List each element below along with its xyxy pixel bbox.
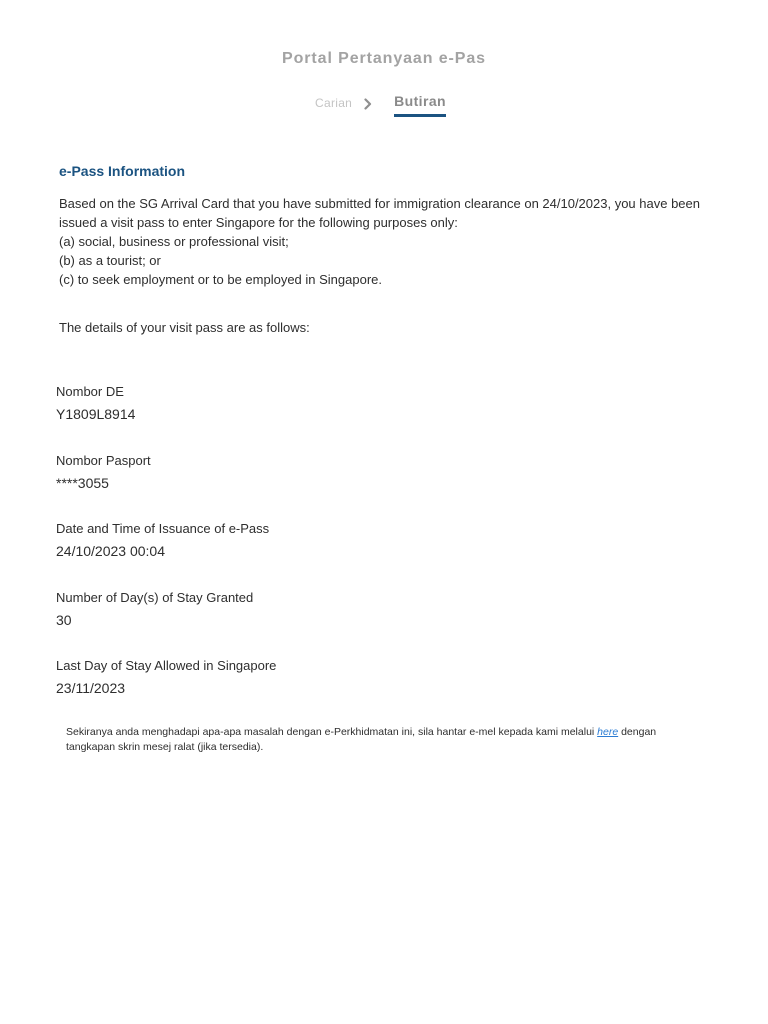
field-label: Date and Time of Issuance of e-Pass bbox=[56, 521, 270, 536]
field-de-number bbox=[56, 384, 135, 423]
step-detail-active[interactable]: Butiran bbox=[394, 93, 446, 117]
field-label: Last Day of Stay Allowed in Singapore bbox=[56, 658, 277, 673]
field-last-day-of-stay bbox=[56, 658, 276, 697]
intro-paragraph: Based on the SG Arrival Card that you have submitted for immigration clearance on 24/10/2023, you have been issued a visit pass to enter Singapore for the following purposes only: bbox=[59, 196, 700, 230]
field-value: Y1809L8914 bbox=[56, 406, 136, 422]
details-intro: The details of your visit pass are as follows: bbox=[59, 320, 310, 335]
purpose-a: (a) social, business or professional visit; bbox=[59, 234, 289, 249]
field-value: 23/11/2023 bbox=[56, 680, 126, 696]
field-label: Nombor Pasport bbox=[56, 453, 151, 468]
field-value: ****3055 bbox=[56, 475, 109, 491]
contact-here-link[interactable]: here bbox=[597, 726, 619, 738]
chevron-right-icon bbox=[362, 97, 374, 109]
breadcrumb-stepper bbox=[315, 93, 446, 119]
field-issuance-datetime bbox=[56, 521, 269, 560]
portal-title: Portal Pertanyaan e-Pas bbox=[282, 50, 486, 67]
footer-help-note bbox=[66, 725, 706, 755]
footer-text-before: Sekiranya anda menghadapi apa-apa masalah dengan e-Perkhidmatan ini, sila hantar e-mel kepada kami melalui bbox=[66, 726, 598, 738]
purpose-c: (c) to seek employment or to be employed in Singapore. bbox=[59, 272, 383, 287]
section-heading: e-Pass Information bbox=[59, 163, 186, 179]
intro-text bbox=[59, 194, 709, 289]
footer-text-after: dengan tangkapan skrin mesej ralat (jika tersedia). bbox=[66, 726, 657, 753]
field-value: 24/10/2023 00:04 bbox=[56, 543, 165, 559]
purpose-b: (b) as a tourist; or bbox=[59, 253, 161, 268]
step-search[interactable]: Carian bbox=[315, 96, 353, 110]
field-label: Nombor DE bbox=[56, 384, 124, 399]
field-days-granted bbox=[56, 590, 253, 629]
field-passport-number bbox=[56, 453, 151, 492]
field-label: Number of Day(s) of Stay Granted bbox=[56, 590, 254, 605]
field-value: 30 bbox=[56, 612, 72, 628]
